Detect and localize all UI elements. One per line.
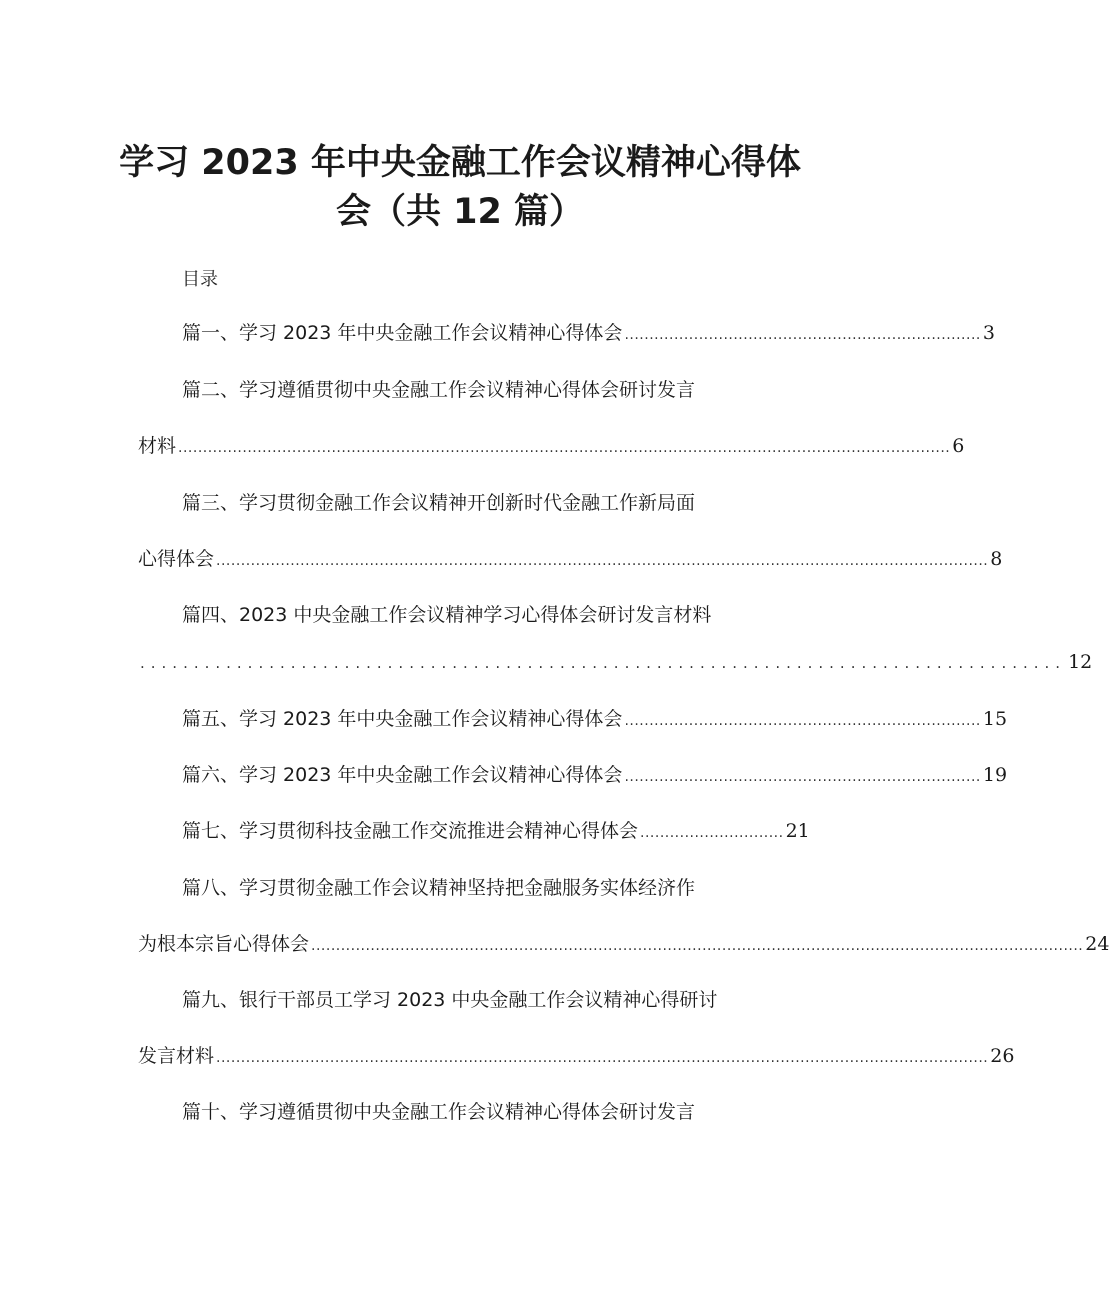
toc-leader-dots: ............................................................................................................................................................ — [178, 440, 951, 456]
toc-entry[interactable] — [182, 488, 695, 515]
toc-page-number: 24 — [1085, 933, 1109, 955]
toc-page-number: 19 — [982, 764, 1008, 786]
toc-entry-text: 篇六、学习 2023 年中央金融工作会议精神心得体会 — [182, 764, 623, 786]
toc-leader-dots: ...................................................................................... — [140, 654, 1067, 672]
document-title-line-2: 会（共 12 篇） — [335, 192, 585, 232]
toc-entry-continued[interactable] — [138, 651, 1093, 673]
toc-leader-dots: ........................................................................ — [624, 327, 981, 343]
toc-entry-text: 心得体会 — [138, 548, 215, 570]
toc-entry-text: 篇二、学习遵循贯彻中央金融工作会议精神心得体会研讨发言 — [182, 379, 696, 401]
toc-entry[interactable] — [182, 985, 717, 1012]
toc-entry[interactable] — [182, 318, 995, 345]
toc-leader-dots: ........................................................................ — [624, 769, 981, 785]
toc-page-number: 8 — [990, 548, 1003, 570]
toc-entry[interactable] — [182, 704, 1008, 731]
toc-leader-dots: ............................................................................................................................................................ — [216, 1050, 989, 1066]
toc-entry-continued[interactable] — [138, 544, 1003, 571]
toc-leader-dots: ............................. — [640, 825, 784, 841]
toc-page-number: 21 — [785, 820, 810, 842]
toc-entry-text: 篇一、学习 2023 年中央金融工作会议精神心得体会 — [182, 322, 623, 344]
toc-entry-text: 为根本宗旨心得体会 — [138, 933, 310, 955]
toc-page-number: 26 — [990, 1045, 1015, 1067]
toc-leader-dots: ............................................................................................................................................................ — [311, 938, 1084, 954]
toc-entry-text: 篇四、2023 中央金融工作会议精神学习心得体会研讨发言材料 — [182, 604, 712, 626]
toc-entry-text: 篇七、学习贯彻科技金融工作交流推进会精神心得体会 — [182, 820, 639, 842]
toc-entry-text: 发言材料 — [138, 1045, 215, 1067]
toc-entry[interactable] — [182, 600, 711, 627]
toc-entry[interactable] — [182, 873, 695, 900]
toc-entry-continued[interactable] — [138, 929, 1109, 956]
toc-entry[interactable] — [182, 816, 810, 843]
toc-entry-continued[interactable] — [138, 431, 965, 458]
toc-entry[interactable] — [182, 375, 695, 402]
document-title-line-1: 学习 2023 年中央金融工作会议精神心得体 — [119, 143, 801, 183]
toc-entry-text: 篇八、学习贯彻金融工作会议精神坚持把金融服务实体经济作 — [182, 877, 696, 899]
toc-entry[interactable] — [182, 760, 1008, 787]
toc-leader-dots: ........................................................................ — [624, 713, 981, 729]
toc-entry-text: 篇三、学习贯彻金融工作会议精神开创新时代金融工作新局面 — [182, 492, 696, 514]
toc-entry-text: 篇九、银行干部员工学习 2023 中央金融工作会议精神心得研讨 — [182, 989, 718, 1011]
toc-heading: 目录 — [182, 269, 218, 290]
toc-entry[interactable] — [182, 1097, 695, 1124]
toc-page-number: 12 — [1068, 651, 1093, 673]
toc-page-number: 3 — [982, 322, 995, 344]
toc-page-number: 6 — [952, 435, 965, 457]
toc-entry-text: 篇五、学习 2023 年中央金融工作会议精神心得体会 — [182, 708, 623, 730]
toc-leader-dots: ............................................................................................................................................................ — [216, 553, 989, 569]
toc-entry-continued[interactable] — [138, 1041, 1015, 1068]
toc-entry-text: 材料 — [138, 435, 177, 457]
toc-page-number: 15 — [982, 708, 1008, 730]
toc-entry-text: 篇十、学习遵循贯彻中央金融工作会议精神心得体会研讨发言 — [182, 1101, 696, 1123]
